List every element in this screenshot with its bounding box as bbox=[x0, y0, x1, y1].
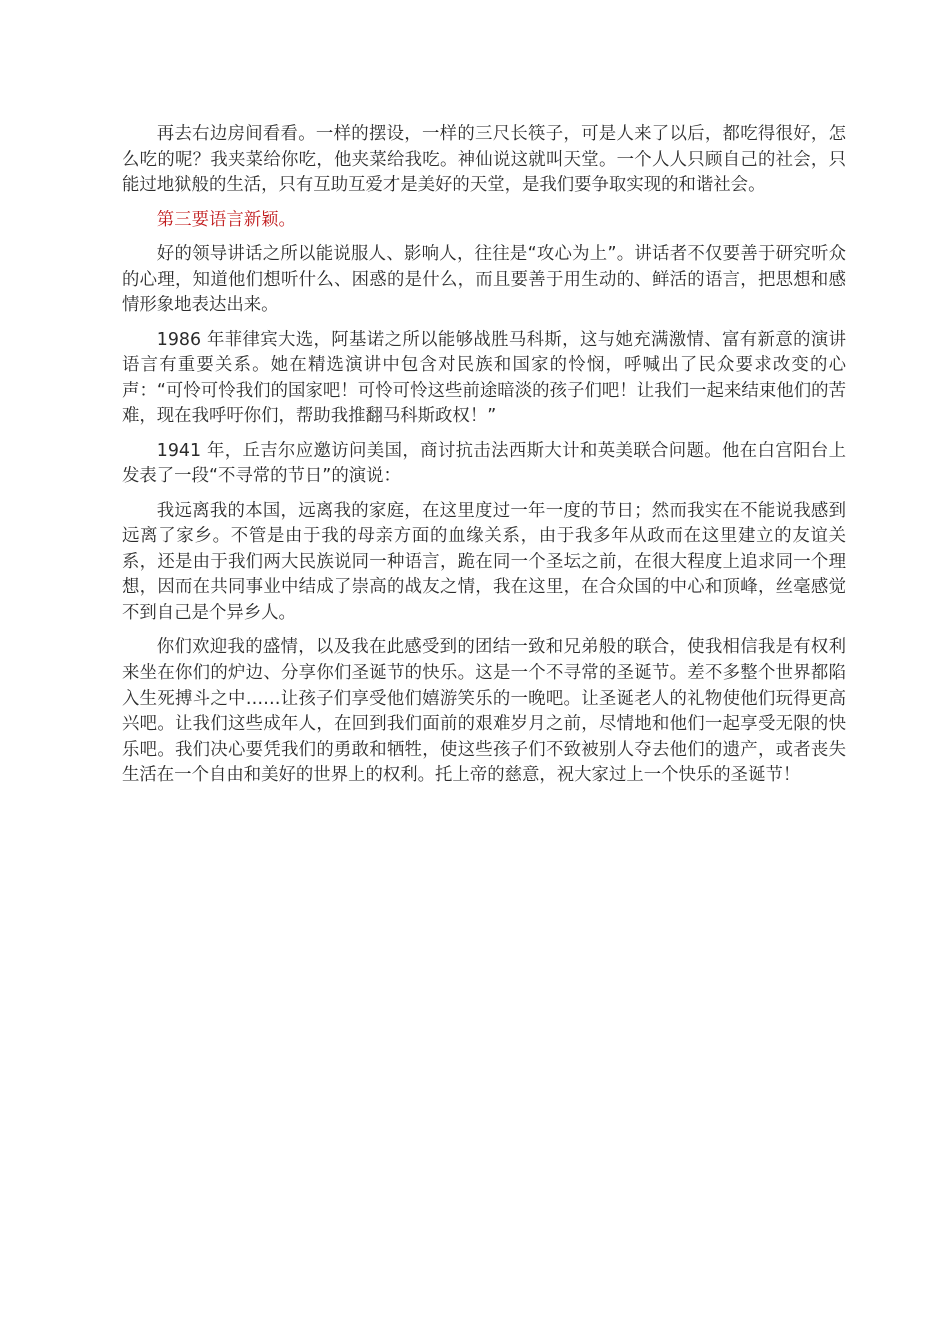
paragraph-aquino-speech: 1986 年菲律宾大选，阿基诺之所以能够战胜马科斯，这与她充满激情、富有新意的演讲语言有重要关系。她在精选演讲中包含对民族和国家的怜悯，呼喊出了民众要求改变的心声：“可怜可怜我们的国家吧！可怜可怜这些前途暗淡的孩子们吧！让我们一起来结束他们的苦难，现在我呼吁你们，帮助我推翻马科斯政权！” bbox=[122, 329, 846, 427]
paragraph-heaven-story: 再去右边房间看看。一样的摆设，一样的三尺长筷子，可是人来了以后，都吃得很好，怎么吃的呢？我夹菜给你吃，他夹菜给我吃。神仙说这就叫天堂。一个人人只顾自己的社会，只能过地狱般的生活，只有互助互爱才是美好的天堂，是我们要争取实现的和谐社会。 bbox=[122, 124, 846, 196]
paragraph-churchill-intro: 1941 年，丘吉尔应邀访问美国，商讨抗击法西斯大计和英美联合问题。他在白宫阳台上发表了一段“不寻常的节日”的演说： bbox=[122, 440, 846, 487]
paragraph-persuasion: 好的领导讲话之所以能说服人、影响人，往往是“攻心为上”。讲话者不仅要善于研究听众的心理，知道他们想听什么、困惑的是什么，而且要善于用生动的、鲜活的语言，把思想和感情形象地表达出来。 bbox=[122, 243, 846, 316]
document-page bbox=[122, 122, 846, 798]
paragraph-churchill-quote-2: 你们欢迎我的盛情，以及我在此感受到的团结一致和兄弟般的联合，使我相信我是有权利来坐在你们的炉边、分享你们圣诞节的快乐。这是一个不寻常的圣诞节。差不多整个世界都陷入生死搏斗之中……让孩子们享受他们嬉游笑乐的一晚吧。让圣诞老人的礼物使他们玩得更高兴吧。让我们这些成年人，在回到我们面前的艰难岁月之前，尽情地和他们一起享受无限的快乐吧。我们决心要凭我们的勇敢和牺牲，使这些孩子们不致被别人夺去他们的遗产，或者丧失生活在一个自由和美好的世界上的权利。托上帝的慈意，祝大家过上一个快乐的圣诞节！ bbox=[122, 637, 846, 786]
section-heading-language: 第三要语言新颖。 bbox=[156, 209, 296, 230]
paragraph-churchill-quote-1: 我远离我的本国，远离我的家庭，在这里度过一年一度的节日；然而我实在不能说我感到远离了家乡。不管是由于我的母亲方面的血缘关系，由于我多年从政而在这里建立的友谊关系，还是由于我们两大民族说同一种语言，跪在同一个圣坛之前，在很大程度上追求同一个理想，因而在共同事业中结成了崇高的战友之情，我在这里，在合众国的中心和顶峰，丝毫感觉不到自己是个异乡人。 bbox=[122, 500, 846, 624]
